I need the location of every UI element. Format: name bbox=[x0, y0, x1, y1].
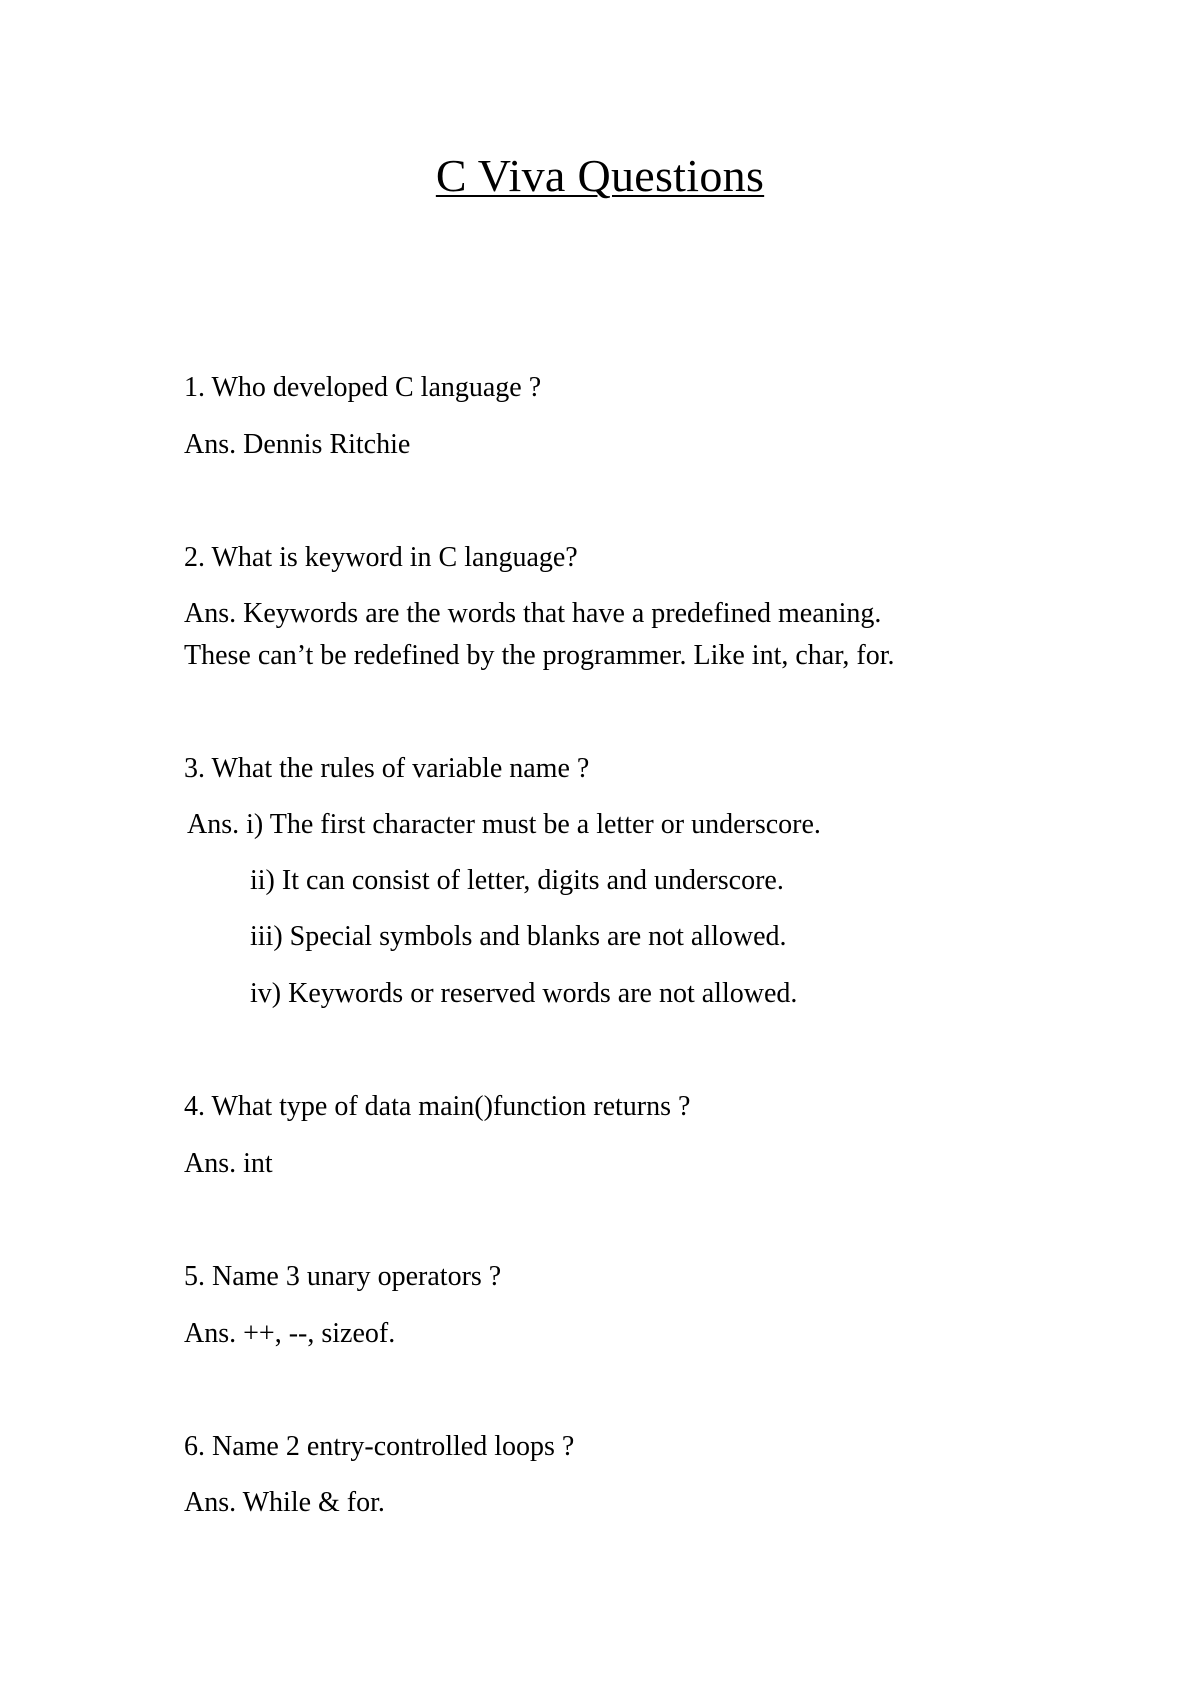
answer-2-line-1: Ans. Keywords are the words that have a predefined meaning. bbox=[184, 598, 882, 629]
question-1: 1. Who developed C language ? bbox=[184, 372, 542, 403]
answer-3-rule-3: iii) Special symbols and blanks are not allowed. bbox=[250, 921, 787, 952]
question-5: 5. Name 3 unary operators ? bbox=[184, 1261, 502, 1292]
question-2: 2. What is keyword in C language? bbox=[184, 542, 578, 573]
answer-4: Ans. int bbox=[184, 1148, 273, 1179]
question-3: 3. What the rules of variable name ? bbox=[184, 753, 590, 784]
answer-1: Ans. Dennis Ritchie bbox=[184, 429, 411, 460]
answer-3-rule-1: Ans. i) The first character must be a letter or underscore. bbox=[187, 809, 821, 840]
answer-2-line-2: These can’t be redefined by the programmer. Like int, char, for. bbox=[184, 640, 895, 671]
answer-6: Ans. While & for. bbox=[184, 1487, 385, 1518]
question-6: 6. Name 2 entry-controlled loops ? bbox=[184, 1431, 575, 1462]
answer-3-rule-4: iv) Keywords or reserved words are not allowed. bbox=[250, 978, 798, 1009]
answer-3-rule-2: ii) It can consist of letter, digits and underscore. bbox=[250, 865, 784, 896]
answer-5: Ans. ++, --, sizeof. bbox=[184, 1318, 396, 1349]
page-title: C Viva Questions bbox=[435, 150, 765, 201]
question-4: 4. What type of data main()function returns ? bbox=[184, 1091, 691, 1122]
